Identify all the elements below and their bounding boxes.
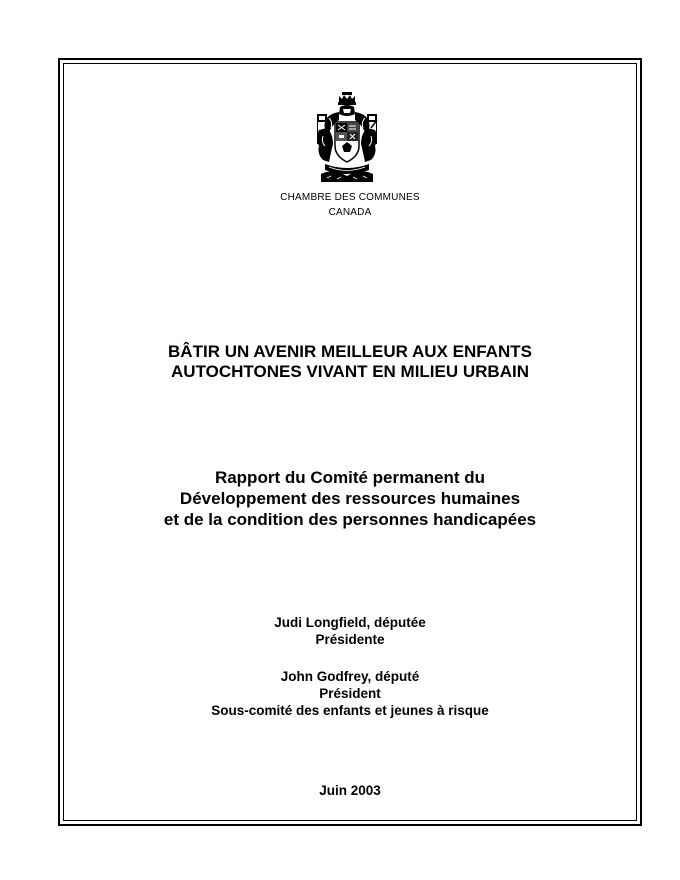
coat-of-arms-icon <box>309 90 385 186</box>
report-subtitle-line-2: Développement des ressources humaines <box>179 489 521 508</box>
report-subtitle-line-1: Rapport du Comité permanent du <box>214 468 486 487</box>
report-title <box>58 342 642 382</box>
subchair-name: John Godfrey, député <box>280 669 420 684</box>
subchair-role: Président <box>319 686 381 701</box>
subcommittee-name: Sous-comité des enfants et jeunes à risque <box>211 703 489 718</box>
report-subtitle-line-3: et de la condition des personnes handicapées <box>163 510 537 529</box>
publication-date: Juin 2003 <box>319 783 381 798</box>
house-heading <box>58 190 642 220</box>
chair-role: Présidente <box>315 632 385 647</box>
report-title-line-1: BÂTIR UN AVENIR MEILLEUR AUX ENFANTS <box>168 342 532 361</box>
chair-name: Judi Longfield, députée <box>274 615 426 630</box>
report-subtitle <box>58 467 642 530</box>
house-name: CHAMBRE DES COMMUNES <box>280 192 420 203</box>
committee-chair <box>58 614 642 648</box>
subcommittee-chair <box>58 668 642 719</box>
country-name: CANADA <box>328 207 372 218</box>
report-title-line-2: AUTOCHTONES VIVANT EN MILIEU URBAIN <box>171 362 529 381</box>
